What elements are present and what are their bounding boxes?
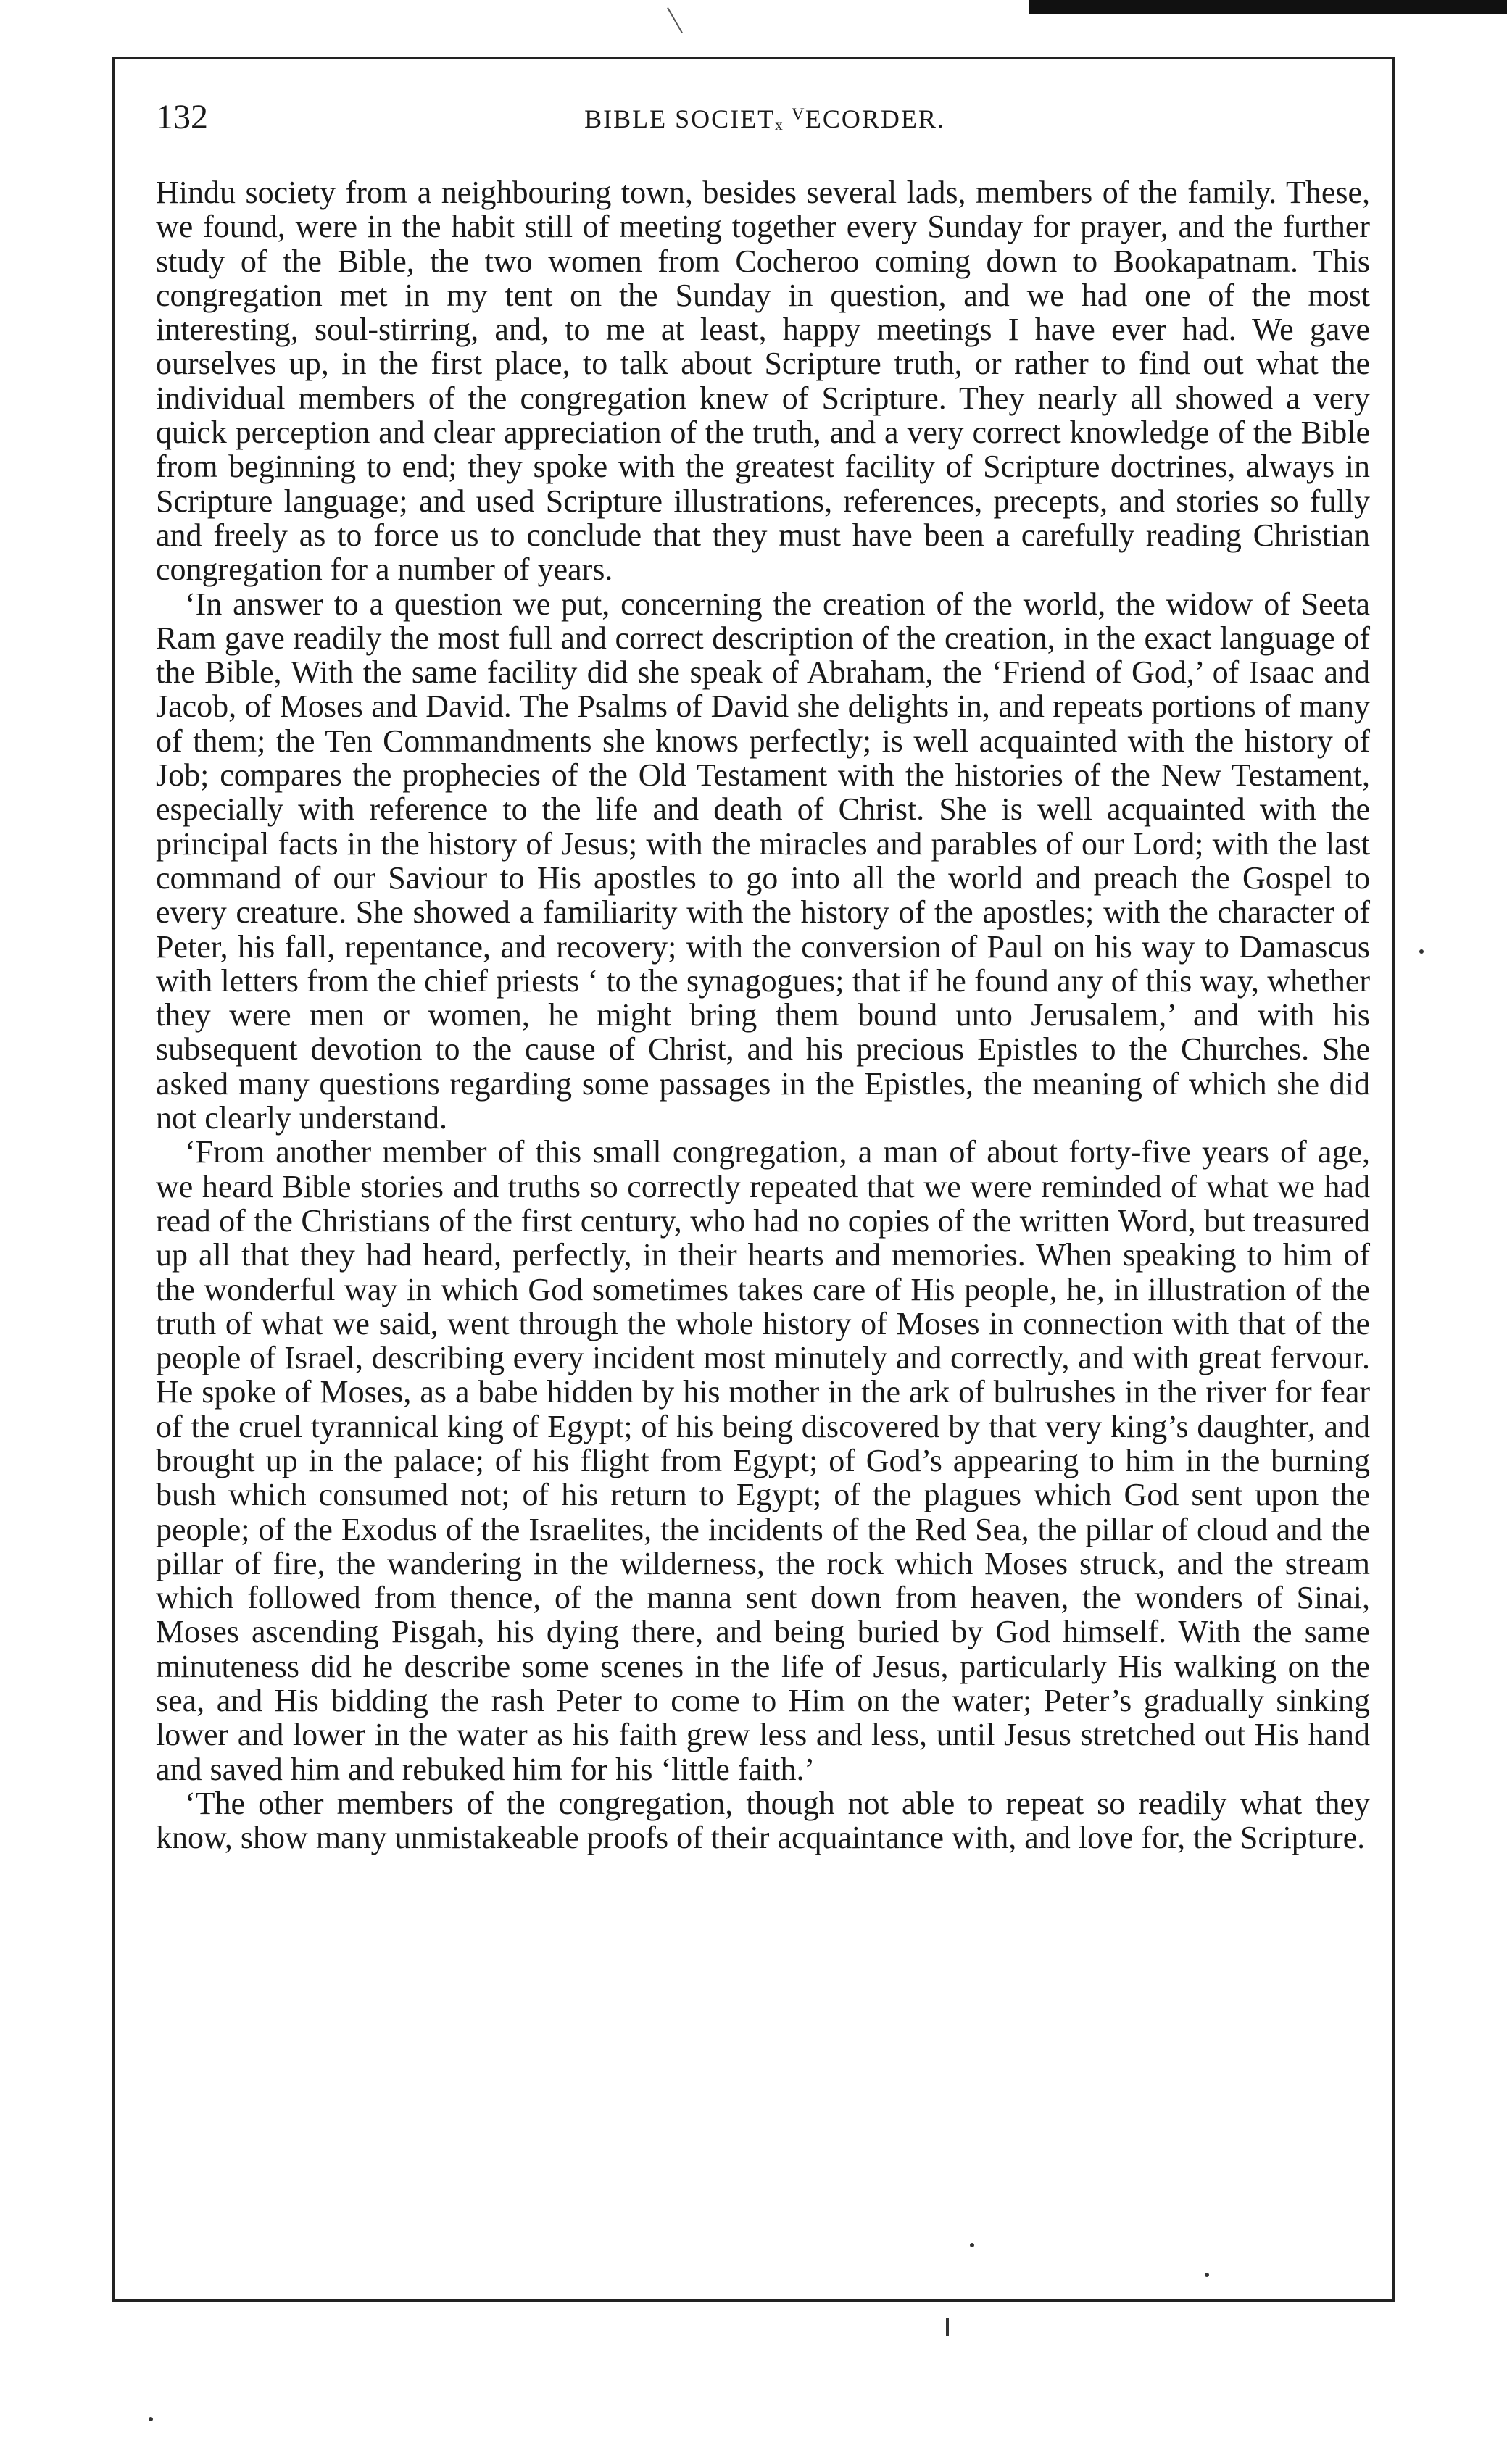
journal-title: BIBLE SOCIETₓ ⱽECORDER. [584,104,945,133]
running-head [156,96,1374,146]
scan-tick-mark [667,7,683,33]
article-body [156,175,1370,1855]
margin-speck [149,2417,153,2421]
paragraph-1: Hindu society from a neighbouring town, besides several lads, members of the family. These, we found, were in the habit still of meeting together every Sunday for prayer, and the further study of the Bible, the two women from Cocheroo coming down to Bookapatnam. This congregation met in my tent on the Sunday in question, and we had one of the most interesting, soul-stirring, and, to me at least, happy meetings I have ever had. We gave ourselves up, in the first place, to talk about Scripture truth, or rather to find out what the individual members of the congregation knew of Scripture. They nearly all showed a very quick perception and clear appreciation of the truth, and a very correct knowledge of the Bible from beginning to end; they spoke with the greatest facility of Scripture doctrines, always in Scripture language; and used Scripture illustrations, references, precepts, and stories so fully and freely as to force us to conclude that they must have been a carefully reading Christian congregation for a number of years. [156,175,1370,588]
scan-edge-mark [1029,0,1507,14]
paragraph-3: ‘From another member of this small congregation, a man of about forty-five years of age, we heard Bible stories and truths so correctly repeated that we were reminded of what we had read of the Christians of the first century, who had no copies of the written Word, but treasured up all that they had heard, perfectly, in their hearts and memories. When speaking to him of the wonderful way in which God sometimes takes care of His people, he, in illustration of the truth of what we said, went through the whole history of Moses in connection with that of the people of Israel, describing every incident most minutely and correctly, and with great fervour. He spoke of Moses, as a babe hidden by his mother in the ark of bulrushes in the river for fear of the cruel tyrannical king of Egypt; of his being discovered by that very king’s daughter, and brought up in the palace; of his flight from Egypt; of God’s appearing to him in the burning bush which consumed not; of his return to Egypt; of the plagues which God sent upon the people; of the Exodus of the Israelites, the incidents of the Red Sea, the pillar of cloud and the pillar of fire, the wandering in the wilderness, the rock which Moses struck, and the stream which followed from thence, of the manna sent down from heaven, the wonders of Sinai, Moses ascending Pisgah, his dying there, and being buried by God himself. With the same minuteness did he describe some scenes in the life of Jesus, particularly His walking on the sea, and His bidding the rash Peter to come to Him on the water; Peter’s gradually sinking lower and lower in the water as his faith grew less and less, until Jesus stretched out His hand and saved him and rebuked him for his ‘little faith.’ [156,1134,1370,1787]
paragraph-2: ‘In answer to a question we put, concerning the creation of the world, the widow of Seeta Ram gave readily the most full and correct description of the creation, in the exact language of the Bible, With the same facility did she speak of Abraham, the ‘Friend of God,’ of Isaac and Jacob, of Moses and David. The Psalms of David she delights in, and repeats portions of many of them; the Ten Commandments she knows perfectly; is well acquainted with the history of Job; compares the prophecies of the Old Testament with the histories of the New Testament, especially with reference to the life and death of Christ. She is well acquainted with the principal facts in the history of Jesus; with the miracles and parables of our Lord; with the last command of our Saviour to His apostles to go into all the world and preach the Gospel to every creature. She showed a familiarity with the history of the apostles; with the character of Peter, his fall, repentance, and recovery; with the conversion of Paul on his way to Damascus with letters from the chief priests ‘ to the synagogues; that if he found any of this way, whether they were men or women, he might bring them bound unto Jerusalem,’ and with his subsequent devotion to the cause of Christ, and his precious Epistles to the Churches. She asked many questions regarding some passages in the Epistles, the meaning of which she did not clearly understand. [156,586,1370,1136]
margin-speck [1419,949,1424,954]
page-number: 132 [156,98,208,136]
paragraph-4: ‘The other members of the congregation, though not able to repeat so readily what they know, show many unmistakeable proofs of their acquaintance with, and love for, the Scripture. [156,1785,1370,1856]
margin-speck [1205,2273,1209,2277]
margin-speck [946,2318,949,2336]
margin-speck [970,2243,974,2247]
